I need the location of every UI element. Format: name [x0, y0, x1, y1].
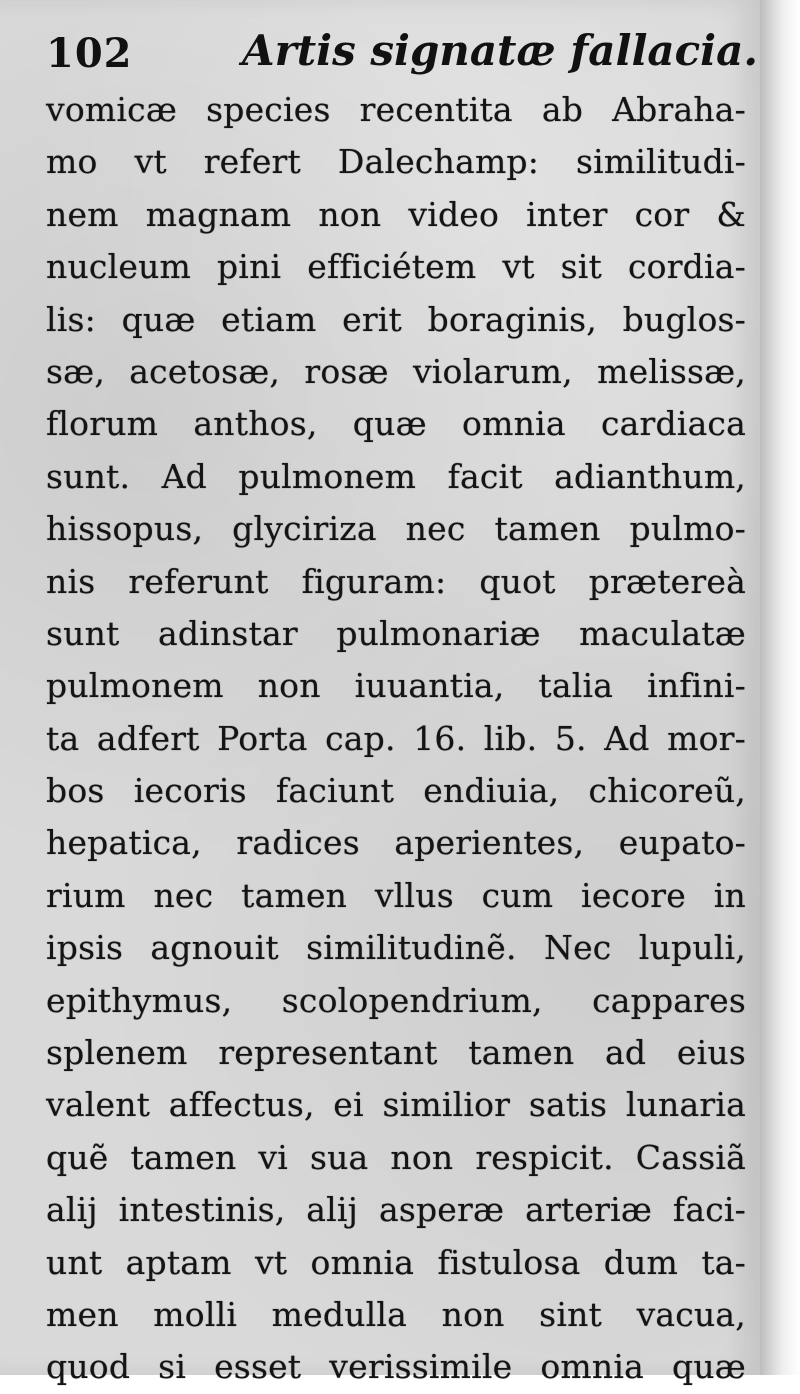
page-header	[46, 22, 758, 84]
text-line: nem magnam non video inter cor &	[46, 194, 746, 234]
text-line: rium nec tamen vllus cum iecore in	[46, 875, 746, 915]
text-line: pulmonem non iuuantia, talia infini-	[46, 666, 746, 706]
page-edge-shadow	[760, 0, 800, 1375]
text-line: splenem representant tamen ad eius	[46, 1033, 746, 1073]
text-line: sæ, acetosæ, rosæ violarum, melissæ,	[46, 351, 746, 391]
text-line: florum anthos, quæ omnia cardiaca	[46, 404, 746, 444]
text-line: alij intestinis, alij asperæ arteriæ faci-	[46, 1190, 746, 1230]
text-line: nis referunt figuram: quot prætereà	[46, 561, 746, 601]
text-line: lis: quæ etiam erit boraginis, buglos-	[46, 299, 746, 339]
body-text	[46, 84, 746, 1394]
text-line: nucleum pini efficiétem vt sit cordia-	[46, 247, 746, 287]
text-line: quẽ tamen vi sua non respicit. Cassiã	[46, 1137, 746, 1177]
text-line: unt aptam vt omnia fistulosa dum ta-	[46, 1242, 746, 1282]
text-line: vomicæ species recentita ab Abraha-	[46, 90, 746, 129]
text-line: sunt adinstar pulmonariæ maculatæ	[46, 613, 746, 653]
text-line: quod si esset verissimile omnia quæ	[46, 1347, 746, 1387]
text-line: sunt. Ad pulmonem facit adianthum,	[46, 456, 746, 496]
text-line: mo vt refert Dalechamp: similitudi-	[46, 142, 746, 182]
text-line: bos iecoris faciunt endiuia, chicoreũ,	[46, 771, 746, 811]
text-line: ta adfert Porta cap. 16. lib. 5. Ad mor-	[46, 718, 746, 758]
text-line: valent affectus, ei similior satis lunaria	[46, 1085, 746, 1125]
text-line: epithymus, scolopendrium, cappares	[46, 980, 746, 1020]
text-line: men molli medulla non sint vacua,	[46, 1294, 746, 1334]
page-number: 102	[46, 30, 133, 77]
text-line: hepatica, radices aperientes, eupato-	[46, 823, 746, 863]
running-title: Artis signatæ fallacia.	[242, 26, 758, 75]
text-line: hissopus, glyciriza nec tamen pulmo-	[46, 509, 746, 549]
text-line: ipsis agnouit similitudinẽ. Nec lupuli,	[46, 928, 746, 968]
